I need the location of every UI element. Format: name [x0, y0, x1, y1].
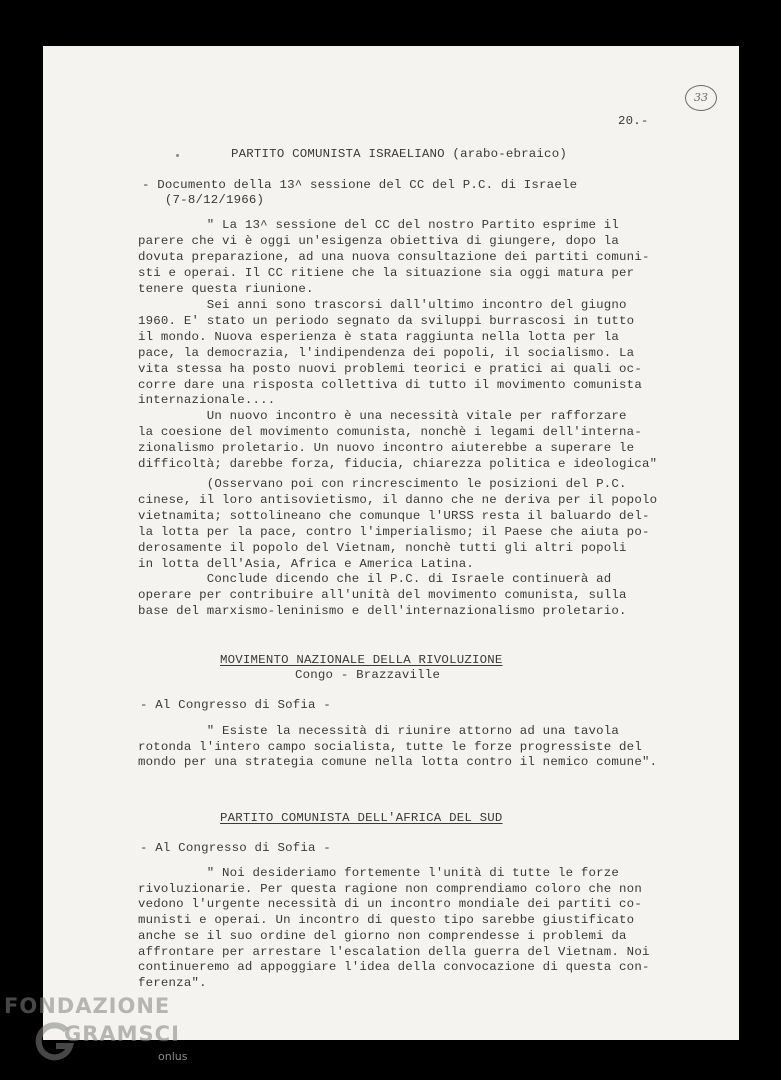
page-number: 20.-: [618, 114, 649, 128]
section2-subtitle: Congo - Brazzaville: [295, 668, 441, 682]
watermark-suffix: onlus: [158, 1050, 188, 1063]
text-line: affrontare per arrestare l'escalation della guerra del Vietnam. Noi: [138, 944, 650, 959]
text-line: " La 13^ sessione del CC del nostro Partito esprime il: [138, 218, 620, 232]
text-line: tenere questa riunione.: [138, 281, 314, 296]
text-line: rotonda l'intero campo socialista, tutte le forze progressiste del: [138, 739, 642, 754]
text-line: vita stessa ha posto nuovi problemi teorici e pratici ai quali oc-: [138, 361, 642, 376]
text-line: munisti e operai. Un incontro di questo tipo sarebbe giustificato: [138, 913, 635, 928]
text-line: derosamente il popolo del Vietnam, nonchè tutti gli altri popoli: [138, 540, 627, 555]
section2-congress: - Al Congresso di Sofia -: [140, 698, 331, 712]
text-line: Sei anni sono trascorsi dall'ultimo incontro del giugno: [138, 297, 627, 312]
section3-title: PARTITO COMUNISTA DELL'AFRICA DEL SUD: [220, 811, 503, 825]
section2-title: MOVIMENTO NAZIONALE DELLA RIVOLUZIONE: [220, 653, 503, 667]
text-line: difficoltà; darebbe forza, fiducia, chiarezza politica e ideologica": [138, 457, 658, 472]
text-line: vedono l'urgente necessità di un incontro mondiale dei partiti co-: [138, 897, 642, 912]
text-line: sti e operai. Il CC ritiene che la situazione sia oggi matura per: [138, 265, 635, 280]
text-line: 1960. E' stato un periodo segnato da sviluppi burrascosi in tutto: [138, 313, 635, 328]
text-line: parere che vi è oggi un'esigenza obiettiva di giungere, dopo la: [138, 233, 620, 248]
text-line: cinese, il loro antisovietismo, il danno che ne deriva per il popolo: [138, 492, 658, 507]
text-line: Un nuovo incontro è una necessità vitale per rafforzare: [138, 409, 627, 424]
text-line: internazionale....: [138, 393, 276, 408]
section1-document-line: (7-8/12/1966): [142, 193, 265, 207]
text-line: la lotta per la pace, contro l'imperialismo; il Paese che aiuta po-: [138, 524, 650, 539]
text-line: corre dare una risposta collettiva di tutto il movimento comunista: [138, 377, 642, 392]
text-line: base del marxismo-leninismo e dell'internazionalismo proletario.: [138, 604, 627, 619]
section3-congress: - Al Congresso di Sofia -: [140, 841, 331, 855]
text-line: dovuta preparazione, ad una nuova consultazione dei partiti comuni-: [138, 249, 650, 264]
text-line: ferenza".: [138, 975, 207, 990]
text-line: pace, la democrazia, l'indipendenza dei popoli, il socialismo. La: [138, 345, 635, 360]
fondazione-gramsci-watermark: [0, 990, 200, 1080]
text-line: continueremo ad appoggiare l'idea della convocazione di questa con-: [138, 960, 650, 975]
text-line: rivoluzionarie. Per questa ragione non comprendiamo coloro che non: [138, 881, 642, 896]
watermark-line1: FONDAZIONE: [4, 994, 171, 1018]
document-page: [43, 46, 739, 1040]
section1-title: PARTITO COMUNISTA ISRAELIANO (arabo-ebraico): [231, 147, 567, 161]
text-line: mondo per una strategia comune nella lotta contro il nemico comune".: [138, 755, 658, 769]
section1-document-line: - Documento della 13^ sessione del CC del P.C. di Israele: [142, 178, 578, 192]
text-line: " Esiste la necessità di riunire attorno ad una tavola: [138, 724, 620, 738]
text-line: Conclude dicendo che il P.C. di Israele continuerà ad: [138, 572, 612, 587]
text-line: vietnamita; sottolineano che comunque l'URSS resta il baluardo del-: [138, 508, 650, 523]
text-line: in lotta dell'Asia, Africa e America Latina.: [138, 556, 474, 571]
watermark-line2: GRAMSCI: [64, 1022, 180, 1046]
text-line: (Osservano poi con rincrescimento le posizioni del P.C.: [138, 477, 627, 491]
text-line: la coesione del movimento comunista, nonchè i legami dell'interna-: [138, 425, 642, 440]
paper-speck: [176, 154, 179, 157]
text-line: zionalismo proletario. Un nuovo incontro aiuterebbe a superare le: [138, 441, 635, 456]
text-line: il mondo. Nuova esperienza è stata raggiunta nella lotta per la: [138, 329, 620, 344]
text-line: operare per contribuire all'unità del movimento comunista, sulla: [138, 588, 627, 603]
text-line: anche se il suo ordine del giorno non comprendesse i problemi da: [138, 928, 627, 943]
archive-circled-number: 33: [685, 85, 717, 111]
text-line: " Noi desideriamo fortemente l'unità di tutte le forze: [138, 866, 620, 880]
